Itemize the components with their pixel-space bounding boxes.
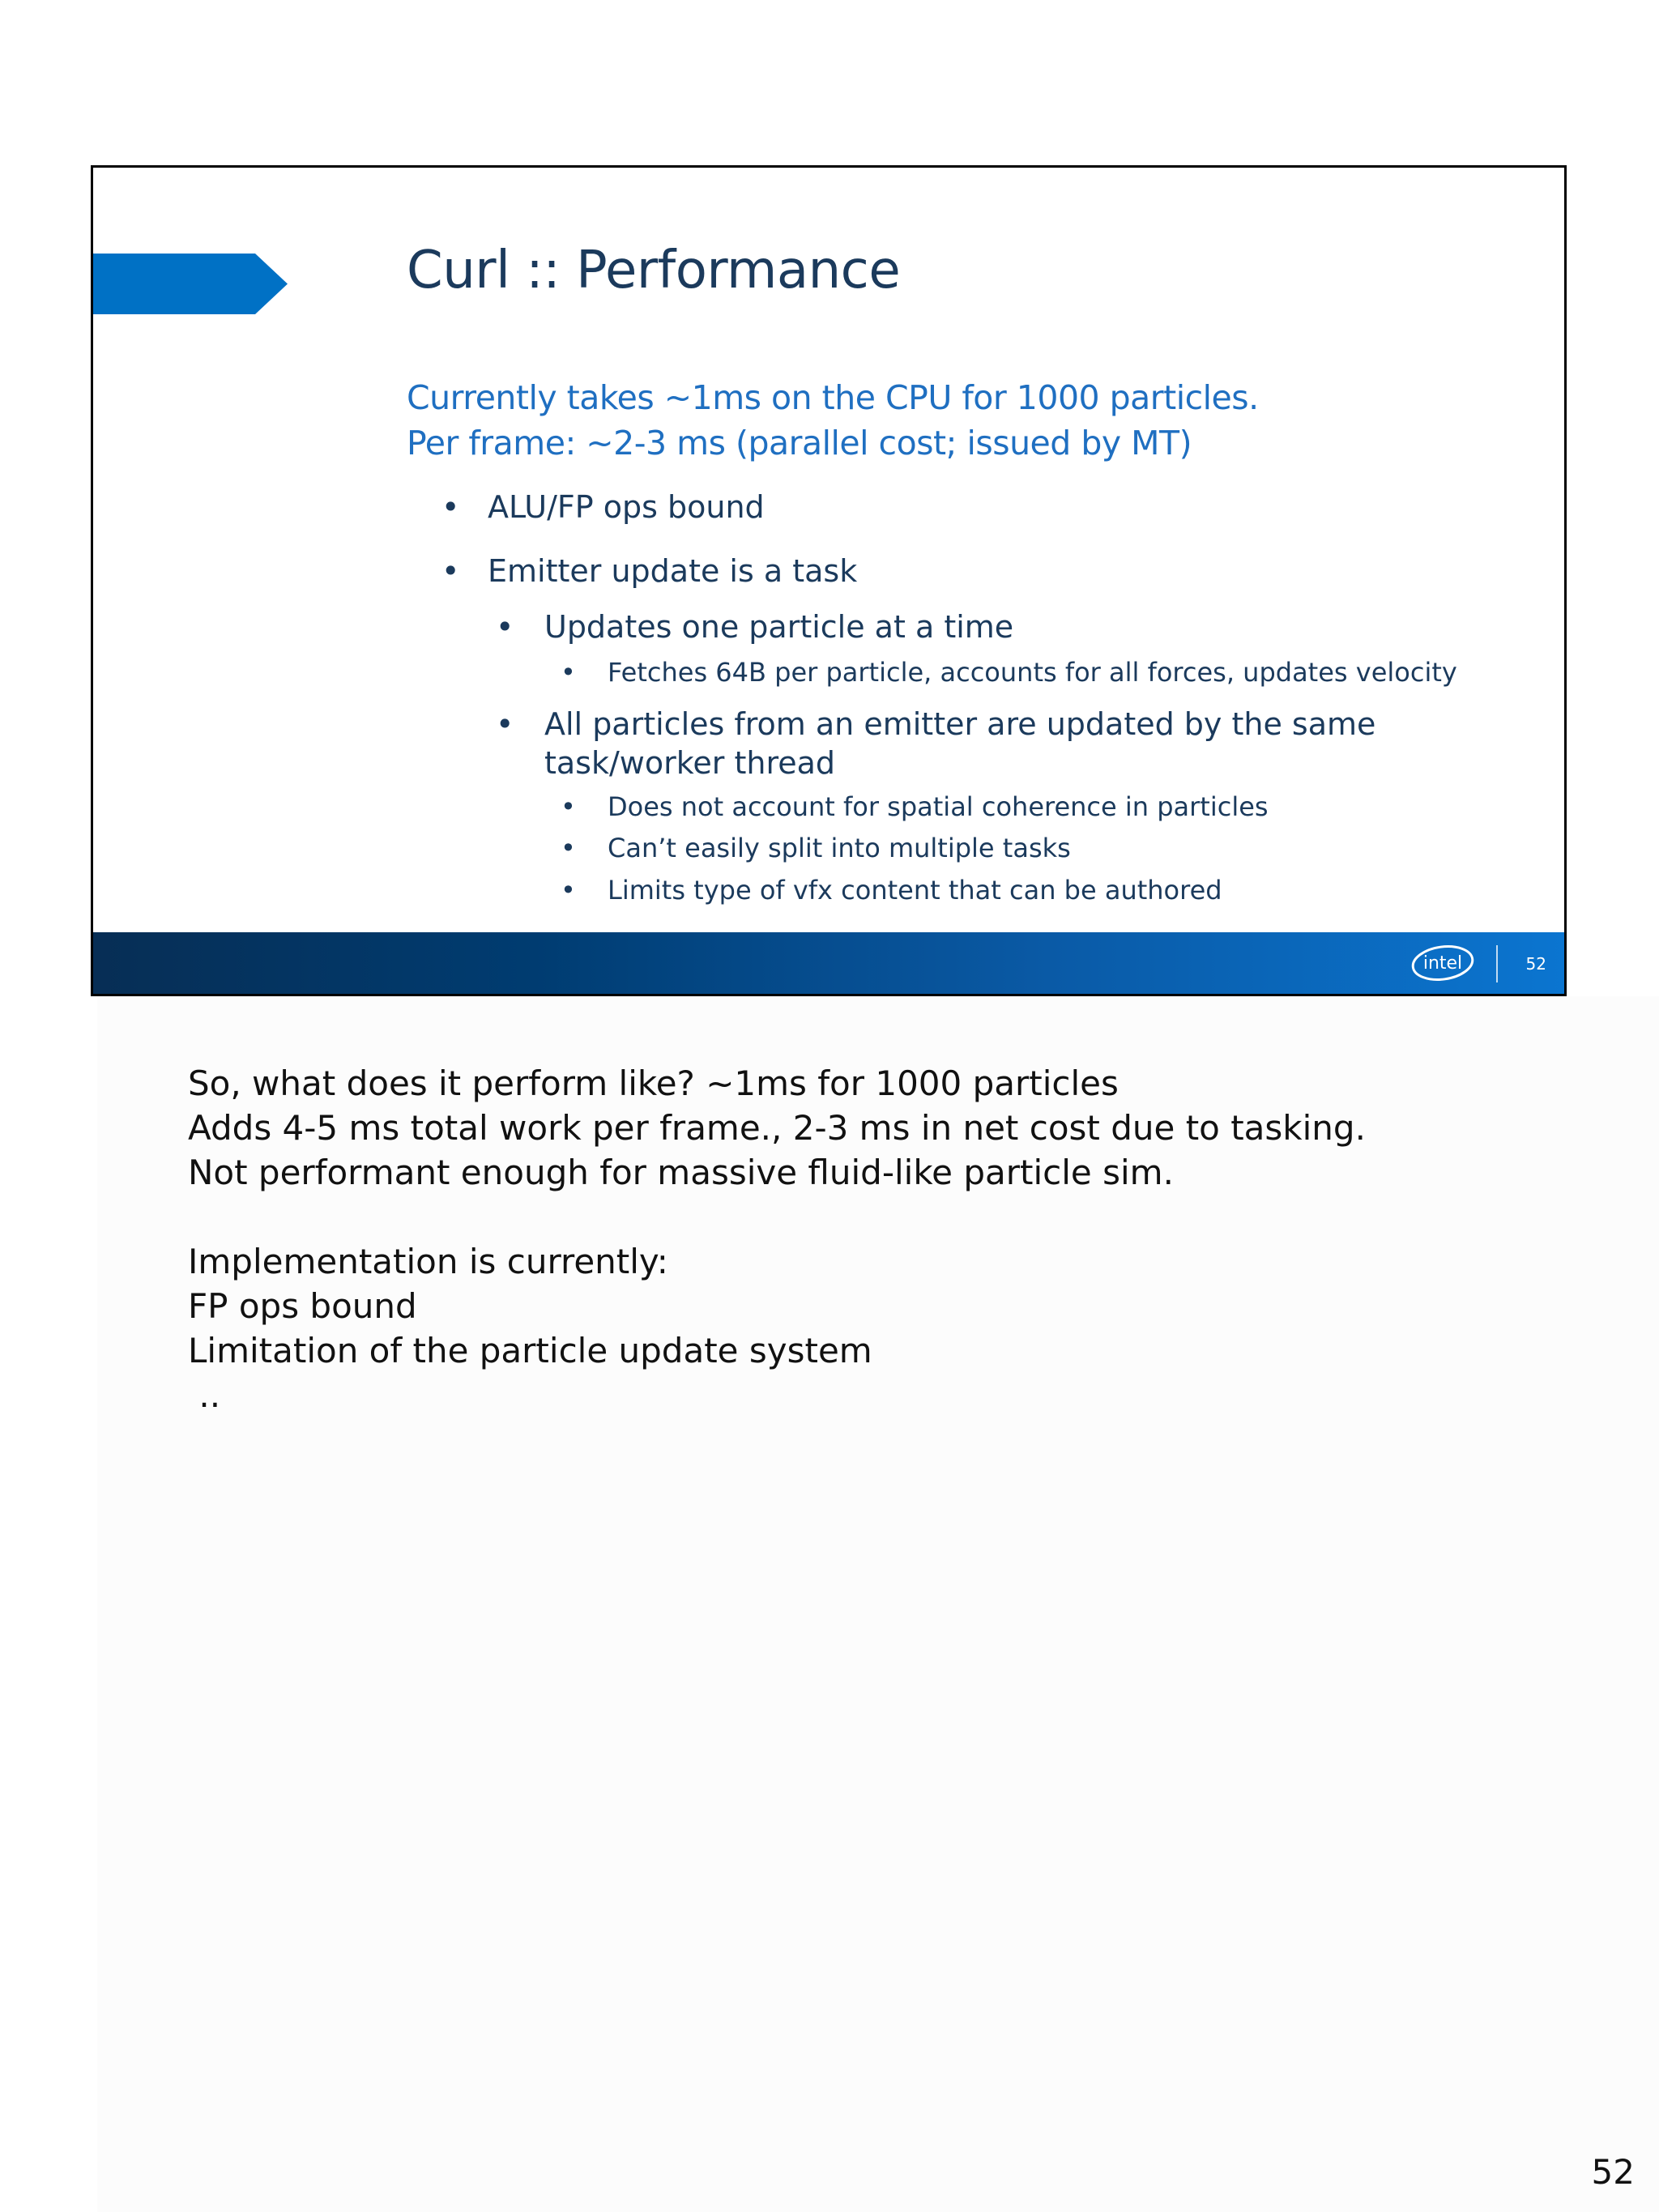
notes-line: So, what does it perform like? ~1ms for 1000 particles [188, 1063, 1119, 1103]
sub-sub-bullet-item [561, 656, 1457, 688]
bullet-dot-icon: • [496, 706, 514, 742]
bullet-dot-icon: • [561, 833, 576, 863]
slide-title: Curl :: Performance [407, 241, 901, 300]
bullet-dot-icon: • [561, 791, 576, 822]
speaker-notes [188, 1061, 1366, 1417]
notes-line: Adds 4-5 ms total work per frame., 2-3 ms in net cost due to tasking. [188, 1108, 1366, 1148]
bullet-dot-icon: • [561, 657, 576, 688]
section-arrow-icon [93, 254, 288, 314]
sub-bullet-item [496, 607, 1013, 646]
bullet-dot-icon: • [441, 553, 460, 589]
bullet-dot-icon: • [441, 489, 460, 525]
slide-number: 52 [1525, 954, 1546, 974]
slide-thumbnail [91, 165, 1567, 996]
bullet-item [441, 488, 765, 526]
notes-line: Implementation is currently: [188, 1242, 668, 1281]
sub-sub-bullet-item [561, 874, 1222, 906]
intro-line: Currently takes ~1ms on the CPU for 1000 particles. [407, 378, 1259, 417]
notes-line: Limitation of the particle update system [188, 1331, 872, 1370]
sub-sub-bullet-item [561, 791, 1269, 823]
sub-sub-bullet-item [561, 832, 1071, 864]
bullet-item [441, 552, 857, 590]
notes-line: Not performant enough for massive fluid-like particle sim. [188, 1153, 1174, 1192]
bullet-text: Can’t easily split into multiple tasks [608, 833, 1071, 863]
bullet-text-continuation: task/worker thread [544, 745, 836, 781]
slide-intro [407, 375, 1259, 466]
bullet-dot-icon: • [496, 609, 514, 645]
bullet-dot-icon: • [561, 875, 576, 906]
notes-line: .. [188, 1375, 221, 1415]
bullet-text: Emitter update is a task [488, 553, 858, 589]
footer-divider [1496, 945, 1498, 982]
intro-line: Per frame: ~2-3 ms (parallel cost; issued by MT) [407, 424, 1192, 462]
intel-logo-text: intel [1422, 953, 1463, 974]
intel-logo-icon [1410, 943, 1477, 983]
bullet-text: Updates one particle at a time [544, 609, 1014, 645]
page-number: 52 [1591, 2152, 1635, 2192]
bullet-text: Limits type of vfx content that can be authored [608, 875, 1222, 906]
notes-line-blank [188, 1195, 1366, 1239]
bullet-text: Does not account for spatial coherence in particles [608, 791, 1269, 822]
bullet-text: All particles from an emitter are updated by the same [544, 706, 1376, 742]
notes-line: FP ops bound [188, 1286, 417, 1326]
bullet-text: ALU/FP ops bound [488, 489, 765, 525]
slide-footer-bar [93, 932, 1564, 994]
bullet-text: Fetches 64B per particle, accounts for all forces, updates velocity [608, 657, 1457, 688]
sub-bullet-item [496, 705, 1375, 782]
